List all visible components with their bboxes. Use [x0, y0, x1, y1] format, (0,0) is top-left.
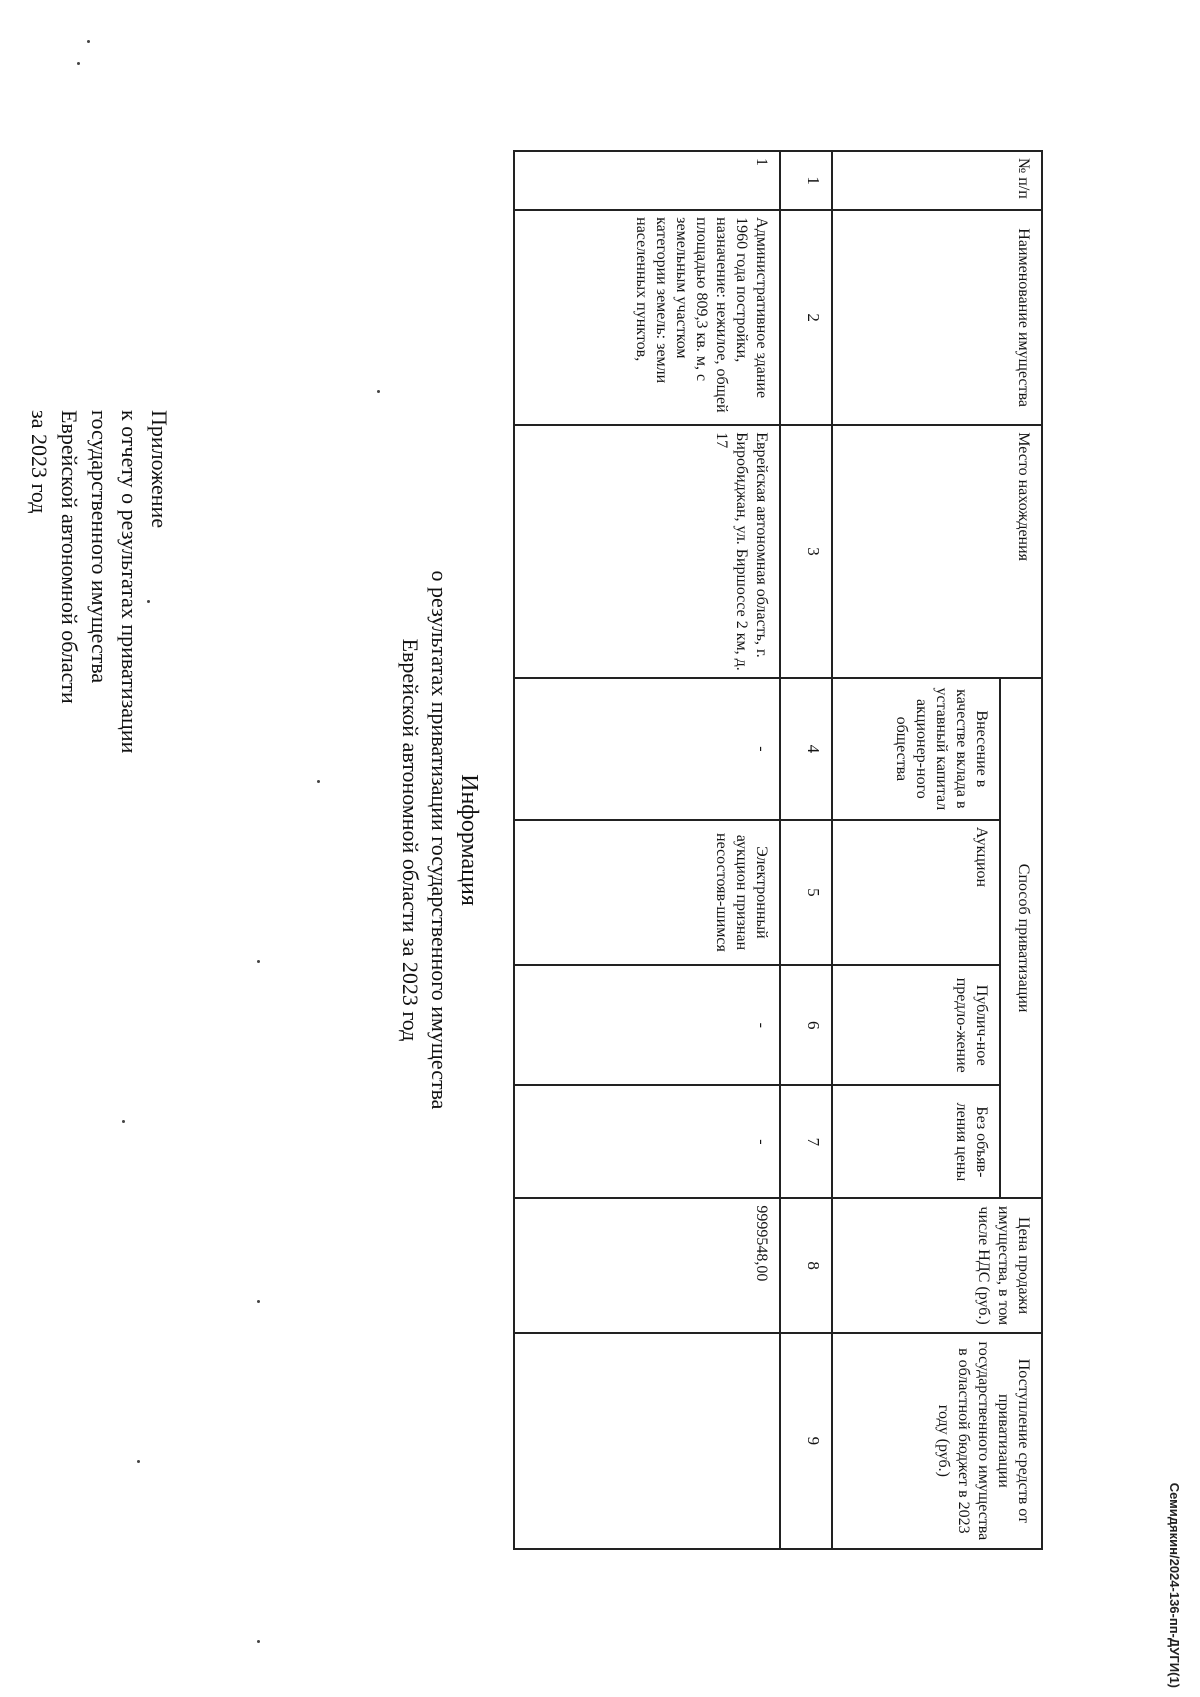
header-price: Цена продажи имущества, в том числе НДС (руб.) — [832, 1198, 1042, 1332]
privatization-table — [513, 150, 1043, 1550]
cell-price: 9999548,00 — [514, 1198, 780, 1332]
scan-speck — [122, 1120, 125, 1123]
document-code: Семидякин/2024-136-пп-ДУГИ(1) — [1167, 1482, 1182, 1688]
column-number: 1 — [780, 151, 832, 210]
header-no-price: Без объяв-ления цены — [832, 1085, 1000, 1198]
scan-speck — [257, 1300, 260, 1303]
cell-location: Еврейская автономная область, г. Биробиджан, ул. Биршоссе 2 км, д. 17 — [514, 425, 780, 678]
appendix-line: Еврейской автономной области — [57, 410, 82, 704]
column-number: 6 — [780, 965, 832, 1085]
cell-auction: Электронный аукцион признан несостояв-шимся — [514, 820, 780, 965]
table-row — [514, 151, 780, 1549]
header-row — [1000, 151, 1042, 1549]
cell-income — [514, 1333, 780, 1549]
scan-speck — [137, 1460, 140, 1463]
title-line: о результатах приватизации государственного имущества — [427, 570, 452, 1110]
cell-contribution: - — [514, 678, 780, 820]
appendix-line: Приложение — [147, 410, 172, 529]
column-number: 8 — [780, 1198, 832, 1332]
title-line: Еврейской автономной области за 2023 год — [398, 638, 423, 1042]
scan-speck — [147, 600, 150, 603]
scan-speck — [87, 40, 90, 43]
cell-name: Административное здание 1960 года постройки, назначение: нежилое, общей площадью 809,3 кв. м, с земельным участком категории земель: земли населенных пунктов, — [514, 210, 780, 425]
column-number: 9 — [780, 1333, 832, 1549]
header-method-group: Способ приватизации — [1000, 678, 1042, 1198]
scan-speck — [257, 1640, 260, 1643]
header-name: Наименование имущества — [832, 210, 1042, 425]
header-location: Место нахождения — [832, 425, 1042, 678]
column-number: 5 — [780, 820, 832, 965]
appendix-line: государственного имущества — [87, 410, 112, 684]
appendix-line: за 2023 год — [27, 410, 52, 514]
header-public-offer: Публич-ное предло-жение — [832, 965, 1000, 1085]
scan-speck — [257, 960, 260, 963]
appendix-note — [24, 410, 174, 753]
column-number: 7 — [780, 1085, 832, 1198]
scan-speck — [317, 780, 320, 783]
cell-no-price: - — [514, 1085, 780, 1198]
header-contribution: Внесение в качестве вклада в уставный капитал акционер-ного общества — [832, 678, 1000, 820]
cell-no: 1 — [514, 151, 780, 210]
document-title — [396, 440, 483, 1240]
column-number: 2 — [780, 210, 832, 425]
header-no: № п/п — [832, 151, 1042, 210]
scan-speck — [377, 390, 380, 393]
column-number: 3 — [780, 425, 832, 678]
column-number: 4 — [780, 678, 832, 820]
column-number-row — [780, 151, 832, 1549]
cell-public-offer: - — [514, 965, 780, 1085]
scan-speck — [77, 62, 80, 65]
appendix-line: к отчету о результатах приватизации — [117, 410, 142, 754]
header-income: Поступление средств от приватизации государственного имущества в областной бюджет в 2023 году (руб.) — [832, 1333, 1042, 1549]
title-main: Информация — [456, 774, 482, 906]
header-auction: Аукцион — [832, 820, 1000, 965]
